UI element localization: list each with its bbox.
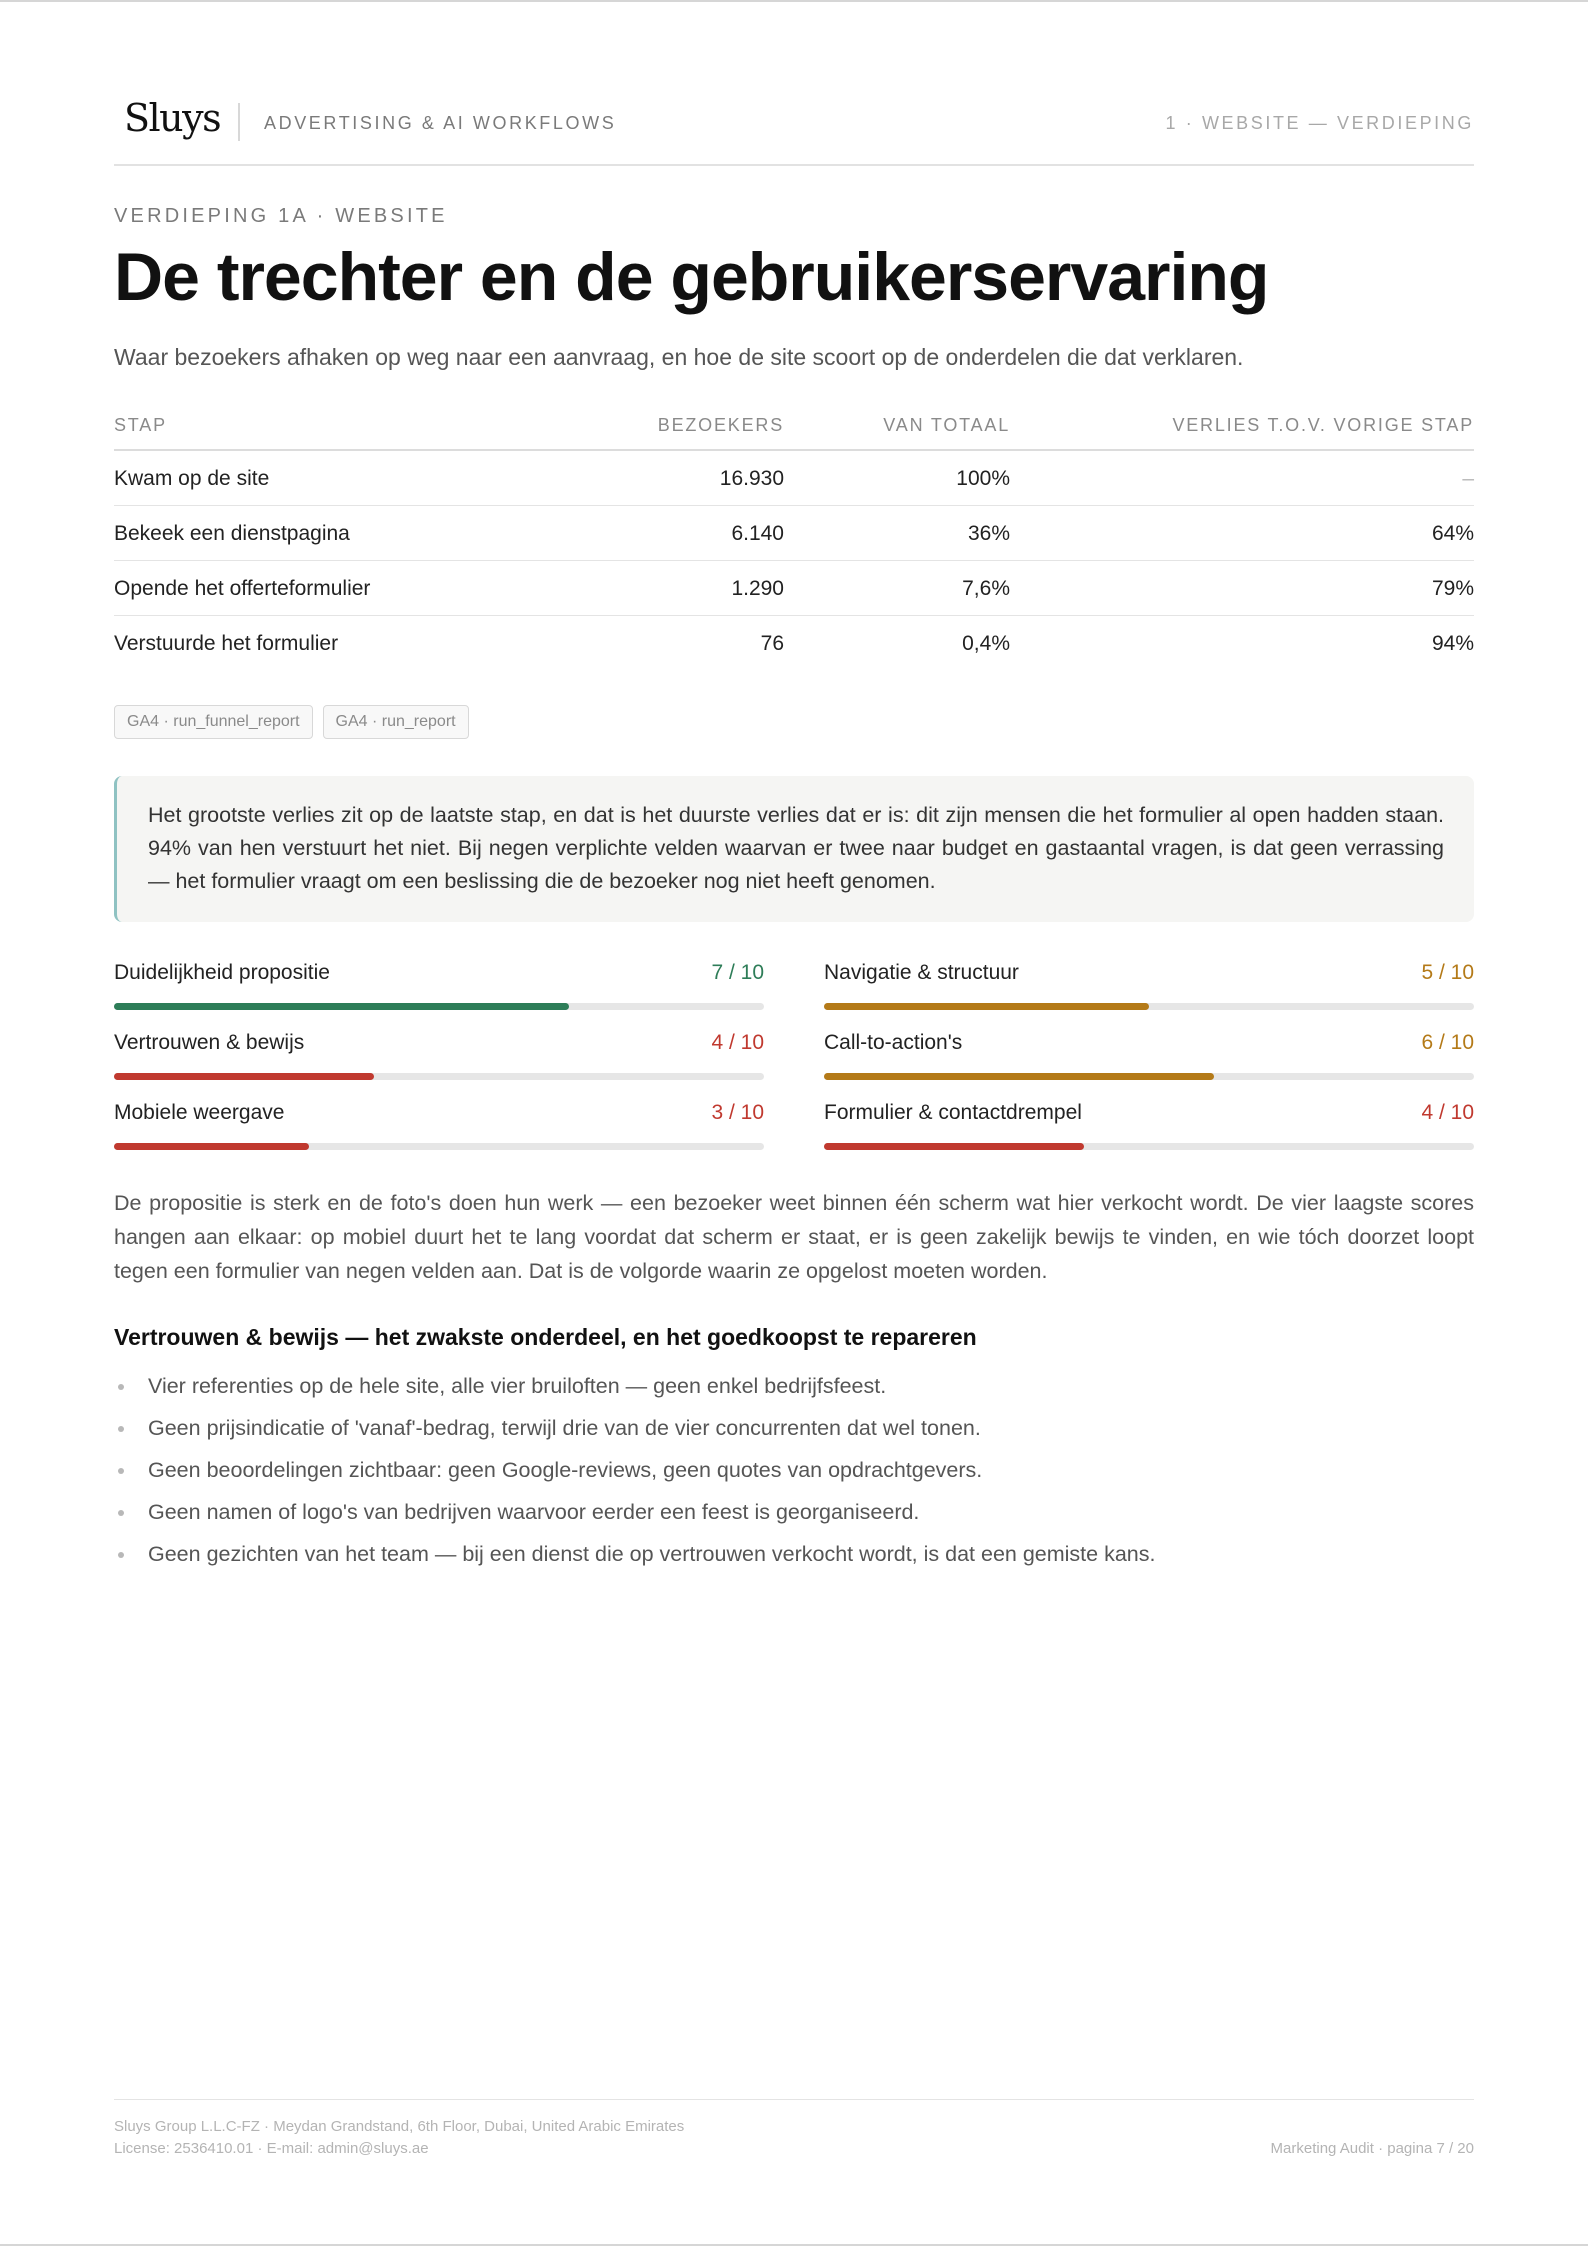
table-row: [114, 561, 1474, 616]
cell-of-total: 0,4%: [962, 632, 1010, 655]
cell-loss: –: [1462, 467, 1474, 490]
bullet-dot-icon: [118, 1552, 124, 1558]
score-item: [824, 1098, 1474, 1153]
score-bar-fill: [114, 1073, 374, 1080]
column-header-loss: VERLIES T.O.V. VORIGE STAP: [1172, 415, 1474, 435]
score-label: Call-to-action's: [824, 1031, 963, 1054]
cell-of-total: 36%: [967, 522, 1010, 545]
score-bar-track: [114, 1143, 764, 1150]
score-item: [824, 958, 1474, 1013]
cell-visitors: 76: [760, 632, 784, 655]
section-kicker: VERDIEPING 1A · WEBSITE: [114, 205, 448, 227]
cell-of-total: 100%: [956, 467, 1010, 490]
cell-step: Kwam op de site: [114, 467, 270, 490]
score-bar-track: [824, 1003, 1474, 1010]
score-value: 4 / 10: [1421, 1101, 1474, 1124]
source-tag: GA4 · run_funnel_report: [114, 705, 313, 739]
footer-company-address: Sluys Group L.L.C-FZ · Meydan Grandstand, 6th Floor, Dubai, United Arabic Emirates: [114, 2118, 685, 2135]
score-item: [114, 1098, 764, 1153]
table-row: [114, 616, 1474, 671]
list-item-text: Geen namen of logo's van bedrijven waarvoor eerder een feest is georganiseerd.: [148, 1500, 920, 1524]
brand-subtitle: ADVERTISING & AI WORKFLOWS: [264, 113, 617, 133]
bullet-dot-icon: [118, 1384, 124, 1390]
score-label: Vertrouwen & bewijs: [114, 1031, 305, 1054]
cell-loss: 79%: [1431, 577, 1474, 600]
score-value: 6 / 10: [1421, 1031, 1474, 1054]
bullet-dot-icon: [118, 1510, 124, 1516]
bullet-dot-icon: [118, 1468, 124, 1474]
score-bar-fill: [824, 1143, 1084, 1150]
page-title: De trechter en de gebruikerservaring: [114, 239, 1269, 315]
score-label: Duidelijkheid propositie: [114, 961, 330, 984]
column-header-step: STAP: [114, 415, 167, 435]
cell-step: Verstuurde het formulier: [114, 632, 339, 655]
sluys-logo: Sluys: [124, 96, 221, 140]
score-label: Navigatie & structuur: [824, 961, 1019, 984]
score-bar-track: [114, 1003, 764, 1010]
list-item: [114, 1412, 1474, 1454]
bottom-border: [0, 2244, 1588, 2246]
footer-page-number: Marketing Audit · pagina 7 / 20: [1270, 2140, 1474, 2157]
score-item: [824, 1028, 1474, 1083]
table-row: [114, 506, 1474, 561]
page-header: [114, 92, 1474, 166]
cell-loss: 94%: [1431, 632, 1474, 655]
score-value: 3 / 10: [711, 1101, 764, 1124]
footer-license-email: License: 2536410.01 · E-mail: admin@sluys.ae: [114, 2140, 429, 2157]
header-divider: [238, 103, 240, 141]
cell-visitors: 6.140: [731, 522, 784, 545]
insight-callout: Het grootste verlies zit op de laatste stap, en dat is het duurste verlies dat er is: dit zijn mensen die het formulier al open hadden staan. 94% van hen verstuurt het niet. Bij negen verplichte velden waarvan er twee naar budget en gastaantal vragen, is dat geen verrassing — het formulier vraagt om een beslissing die de bezoeker nog niet heeft genomen.: [114, 776, 1474, 922]
list-item-text: Vier referenties op de hele site, alle vier bruiloften — geen enkel bedrijfsfeest.: [148, 1374, 887, 1398]
list-item-text: Geen gezichten van het team — bij een dienst die op vertrouwen verkocht wordt, is dat een gemiste kans.: [148, 1542, 1156, 1566]
trust-bullet-list: [114, 1370, 1474, 1580]
document-page: [114, 0, 1474, 2248]
score-bar-fill: [114, 1143, 309, 1150]
score-bar-fill: [114, 1003, 569, 1010]
score-value: 4 / 10: [711, 1031, 764, 1054]
funnel-table-header: [114, 410, 1474, 451]
score-bar-fill: [824, 1073, 1214, 1080]
score-bar-track: [824, 1073, 1474, 1080]
column-header-visitors: BEZOEKERS: [657, 415, 784, 435]
list-item: [114, 1496, 1474, 1538]
score-bar-fill: [824, 1003, 1149, 1010]
cell-step: Bekeek een dienstpagina: [114, 522, 350, 545]
score-value: 5 / 10: [1421, 961, 1474, 984]
cell-loss: 64%: [1431, 522, 1474, 545]
list-item: [114, 1370, 1474, 1412]
trust-subheading: Vertrouwen & bewijs — het zwakste onderdeel, en het goedkoopst te repareren: [114, 1324, 977, 1350]
page-footer: [114, 2099, 1474, 2169]
section-reference: 1 · WEBSITE — VERDIEPING: [1165, 113, 1474, 133]
score-label: Mobiele weergave: [114, 1101, 285, 1124]
score-item: [114, 1028, 764, 1083]
cell-step: Opende het offerteformulier: [114, 577, 371, 600]
list-item-text: Geen beoordelingen zichtbaar: geen Google-reviews, geen quotes van opdrachtgevers.: [148, 1458, 983, 1482]
source-tag: GA4 · run_report: [323, 705, 469, 739]
cell-of-total: 7,6%: [962, 577, 1010, 600]
score-value: 7 / 10: [711, 961, 764, 984]
score-grid: [114, 958, 1474, 1158]
list-item-text: Geen prijsindicatie of 'vanaf'-bedrag, terwijl drie van de vier concurrenten dat wel tonen.: [148, 1416, 981, 1440]
intro-text: Waar bezoekers afhaken op weg naar een aanvraag, en hoe de site scoort op de onderdelen die dat verklaren.: [114, 344, 1244, 370]
bullet-dot-icon: [118, 1426, 124, 1432]
list-item: [114, 1538, 1474, 1580]
funnel-table: [114, 410, 1474, 671]
score-item: [114, 958, 764, 1013]
source-tags: [114, 705, 479, 739]
column-header-of-total: VAN TOTAAL: [883, 415, 1010, 435]
cell-visitors: 1.290: [731, 577, 784, 600]
cell-visitors: 16.930: [719, 467, 784, 490]
score-label: Formulier & contactdrempel: [824, 1101, 1082, 1124]
list-item: [114, 1454, 1474, 1496]
score-bar-track: [824, 1143, 1474, 1150]
analysis-paragraph: De propositie is sterk en de foto's doen hun werk — een bezoeker weet binnen één scherm wat hier verkocht wordt. De vier laagste scores hangen aan elkaar: op mobiel duurt het te lang voordat dat scherm er staat, er is geen zakelijk bewijs te vinden, en wie tóch doorzet loopt tegen een formulier van negen velden aan. Dat is de volgorde waarin ze opgelost moeten worden.: [114, 1191, 1474, 1283]
table-row: [114, 451, 1474, 506]
score-bar-track: [114, 1073, 764, 1080]
